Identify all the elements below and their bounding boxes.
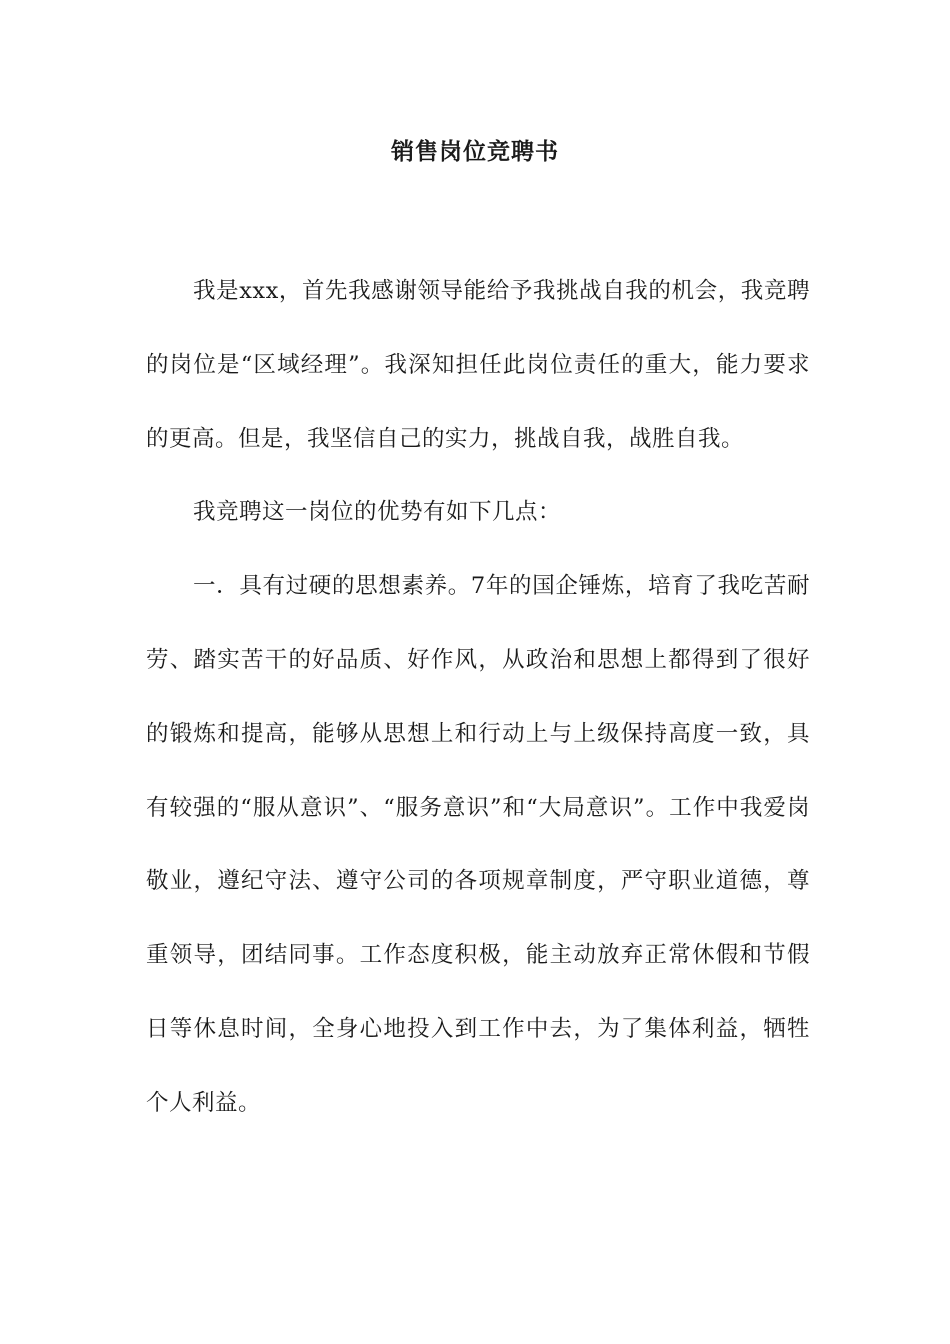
paragraph-advantages-intro: 我竞聘这一岗位的优势有如下几点： (193, 499, 562, 526)
document-body (146, 255, 810, 1141)
paragraph-introduction: 我是xxx，首先我感谢领导能给予我挑战自我的机会，我竞聘的岗位是“区域经理”。我深知担任此岗位责任的重大，能力要求的更高。但是，我坚信自己的实力，挑战自我，战胜自我。 (146, 278, 810, 452)
document-title: 销售岗位竞聘书 (391, 138, 559, 165)
paragraph-point-one: 一．具有过硬的思想素养。7年的国企锤炼，培育了我吃苦耐劳、踏实苦干的好品质、好作风，从政治和思想上都得到了很好的锻炼和提高，能够从思想上和行动上与上级保持高度一致，具有较强的“服从意识”、“服务意识”和“大局意识”。工作中我爱岗敬业，遵纪守法、遵守公司的各项规章制度，严守职业道德，尊重领导，团结同事。工作态度积极，能主动放弃正常休假和节假日等休息时间，全身心地投入到工作中去，为了集体利益，牺牲个人利益。 (146, 573, 810, 1116)
